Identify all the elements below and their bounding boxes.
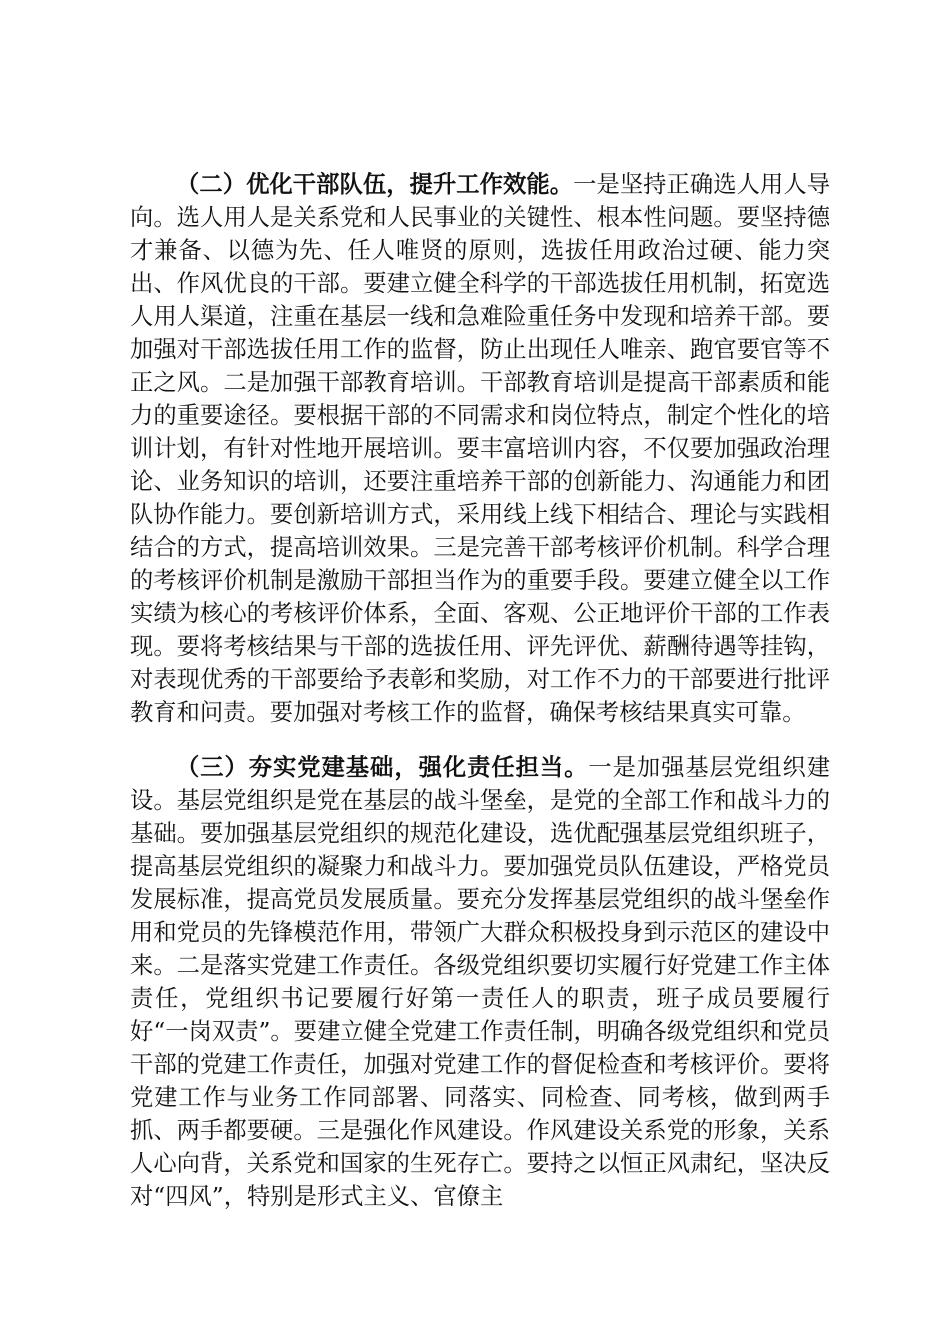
section-paragraph-2 (130, 168, 830, 729)
section-heading-3: （三）夯实党建基础，强化责任担当。 (176, 754, 589, 781)
section-heading-2: （二）优化干部队伍，提升工作效能。 (176, 171, 574, 198)
section-body-2: 一是坚持正确选人用人导向。选人用人是关系党和人民事业的关键性、根本性问题。要坚持德才兼备、以德为先、任人唯贤的原则，选拔任用政治过硬、能力突出、作风优良的干部。要建立健全科学的干部选拔任用机制，拓宽选人用人渠道，注重在基层一线和急难险重任务中发现和培养干部。要加强对干部选拔任用工作的监督，防止出现任人唯亲、跑官要官等不正之风。二是加强干部教育培训。干部教育培训是提高干部素质和能力的重要途径。要根据干部的不同需求和岗位特点，制定个性化的培训计划，有针对性地开展培训。要丰富培训内容，不仅要加强政治理论、业务知识的培训，还要注重培养干部的创新能力、沟通能力和团队协作能力。要创新培训方式，采用线上线下相结合、理论与实践相结合的方式，提高培训效果。三是完善干部考核评价机制。科学合理的考核评价机制是激励干部担当作为的重要手段。要建立健全以工作实绩为核心的考核评价体系，全面、客观、公正地评价干部的工作表现。要将考核结果与干部的选拔任用、评先评优、薪酬待遇等挂钩，对表现优秀的干部要给予表彰和奖励，对工作不力的干部要进行批评教育和问责。要加强对考核工作的监督，确保考核结果真实可靠。 (130, 171, 830, 726)
document-page (130, 168, 830, 1235)
section-body-3: 一是加强基层党组织建设。基层党组织是党在基层的战斗堡垒，是党的全部工作和战斗力的基础。要加强基层党组织的规范化建设，选优配强基层党组织班子，提高基层党组织的凝聚力和战斗力。要加强党员队伍建设，严格党员发展标准，提高党员发展质量。要充分发挥基层党组织的战斗堡垒作用和党员的先锋模范作用，带领广大群众积极投身到示范区的建设中来。二是落实党建工作责任。各级党组织要切实履行好党建工作主体责任，党组织书记要履行好第一责任人的职责，班子成员要履行好“一岗双责”。要建立健全党建工作责任制，明确各级党组织和党员干部的党建工作责任，加强对党建工作的督促检查和考核评价。要将党建工作与业务工作同部署、同落实、同检查、同考核，做到两手抓、两手都要硬。三是强化作风建设。作风建设关系党的形象，关系人心向背，关系党和国家的生死存亡。要持之以恒正风肃纪，坚决反对“四风”，特别是形式主义、官僚主 (130, 754, 831, 1210)
section-paragraph-3 (130, 751, 830, 1213)
